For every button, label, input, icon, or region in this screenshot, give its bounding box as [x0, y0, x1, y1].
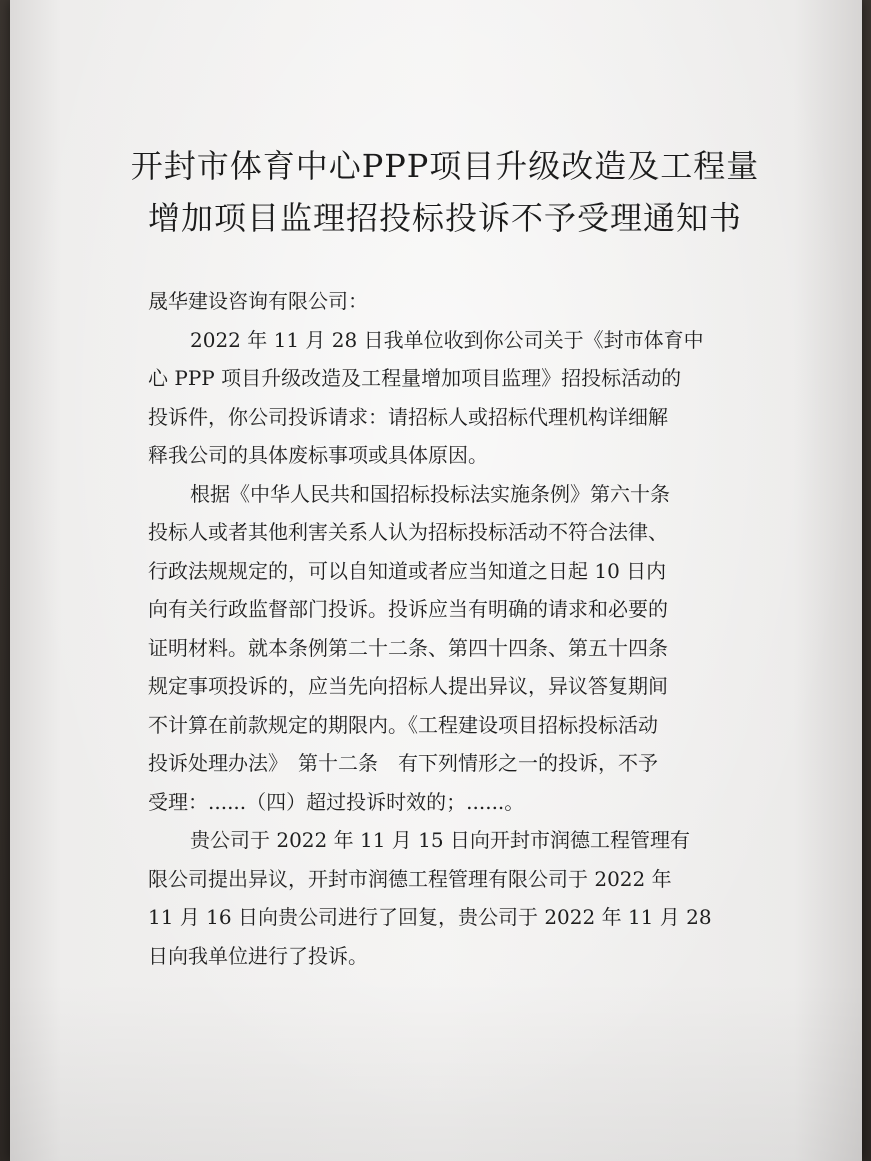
paragraph-1-line: 释我公司的具体废标事项或具体原因。 — [148, 443, 488, 467]
paragraph-2-line: 行政法规规定的，可以自知道或者应当知道之日起 10 日内 — [148, 558, 667, 583]
paragraph-1-line: 投诉件，你公司投诉请求：请招标人或招标代理机构详细解 — [148, 404, 668, 429]
paragraph-2-line: 规定事项投诉的，应当先向招标人提出异议，异议答复期间 — [148, 674, 668, 698]
title-line: 增加项目监理招投标投诉不予受理通知书 — [147, 199, 742, 237]
paragraph-3-line: 贵公司于 2022 年 11 月 15 日向开封市润德工程管理有 — [190, 828, 690, 852]
paragraph-3-line: 限公司提出异议，开封市润德工程管理有限公司于 2022 年 — [148, 866, 672, 891]
paragraph-1-line: 心 PPP 项目升级改造及工程量增加项目监理》招投标活动的 — [148, 366, 682, 390]
paragraph-2-line: 受理：......（四）超过投诉时效的；......。 — [148, 789, 525, 814]
paragraph-2-line: 向有关行政监督部门投诉。投诉应当有明确的请求和必要的 — [148, 597, 668, 621]
title-line: 开封市体育中心PPP项目升级改造及工程量 — [130, 147, 760, 185]
paragraph-3-line: 日向我单位进行了投诉。 — [148, 943, 368, 968]
paragraph-2-line: 不计算在前款规定的期限内。《工程建设项目招标投标活动 — [148, 712, 658, 737]
paragraph-2-line: 证明材料。就本条例第二十二条、第四十四条、第五十四条 — [148, 635, 668, 660]
salutation: 晟华建设咨询有限公司： — [148, 289, 368, 313]
paragraph-2-line: 投诉处理办法》 第十二条 有下列情形之一的投诉，不予 — [148, 751, 658, 775]
document-title — [125, 140, 765, 244]
paper-sheet — [10, 0, 862, 1161]
paragraph-3-line: 11 月 16 日向贵公司进行了回复，贵公司于 2022 年 11 月 28 — [148, 905, 712, 929]
paragraph-1-line: 2022 年 11 月 28 日我单位收到你公司关于《封市体育中 — [190, 327, 704, 352]
paragraph-2-line: 根据《中华人民共和国招标投标法实施条例》第六十条 — [190, 481, 670, 506]
paragraph-2-line: 投标人或者其他利害关系人认为招标投标活动不符合法律、 — [148, 520, 668, 544]
document-body — [148, 282, 748, 975]
